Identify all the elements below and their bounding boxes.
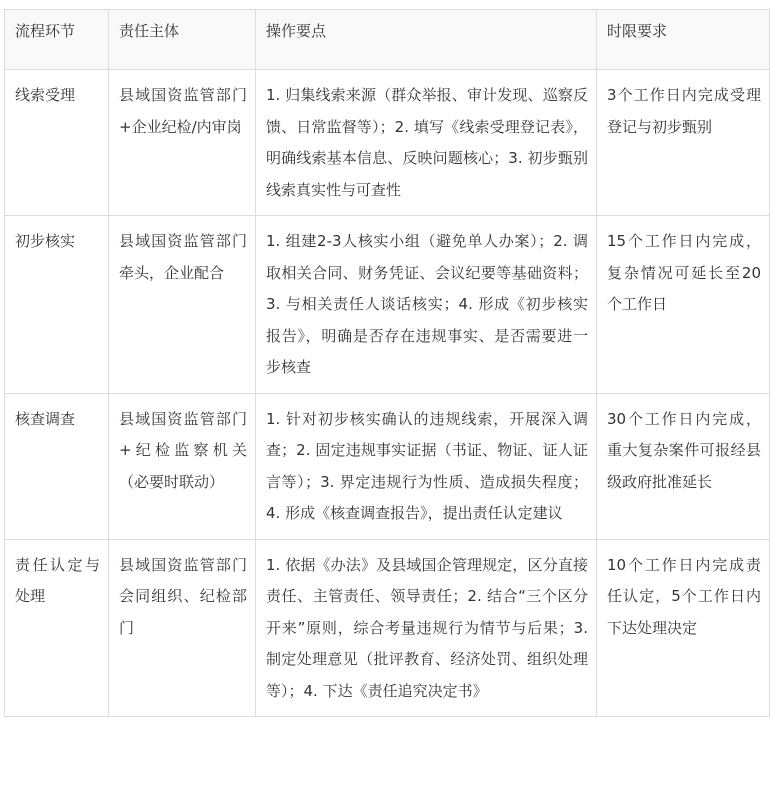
header-cell-time-limit: 时限要求 xyxy=(597,10,770,70)
table-row xyxy=(5,393,770,539)
stage-cell: 线索受理 xyxy=(5,70,109,216)
responsible-cell: 县域国资监管部门+纪检监察机关（必要时联动） xyxy=(109,393,256,539)
operations-cell: 1. 组建2-3人核实小组（避免单人办案）；2. 调取相关合同、财务凭证、会议纪要等基础资料；3. 与相关责任人谈话核实；4. 形成《初步核实报告》，明确是否存在违规事实、是否需要进一步核查 xyxy=(256,216,597,394)
table-row xyxy=(5,70,770,216)
header-cell-responsible: 责任主体 xyxy=(109,10,256,70)
time-limit-cell: 30个工作日内完成，重大复杂案件可报经县级政府批准延长 xyxy=(597,393,770,539)
header-cell-operations: 操作要点 xyxy=(256,10,597,70)
stage-cell: 初步核实 xyxy=(5,216,109,394)
responsible-cell: 县域国资监管部门会同组织、纪检部门 xyxy=(109,539,256,717)
responsible-cell: 县域国资监管部门+企业纪检/内审岗 xyxy=(109,70,256,216)
table-row xyxy=(5,216,770,394)
process-table xyxy=(4,9,770,717)
time-limit-cell: 10个工作日内完成责任认定，5个工作日内下达处理决定 xyxy=(597,539,770,717)
operations-cell: 1. 依据《办法》及县域国企管理规定，区分直接责任、主管责任、领导责任；2. 结合“三个区分开来”原则，综合考量违规行为情节与后果；3. 制定处理意见（批评教育、经济处罚、组织处理等）；4. 下达《责任追究决定书》 xyxy=(256,539,597,717)
stage-cell: 责任认定与处理 xyxy=(5,539,109,717)
header-cell-stage: 流程环节 xyxy=(5,10,109,70)
table-row xyxy=(5,539,770,717)
time-limit-cell: 15个工作日内完成，复杂情况可延长至20个工作日 xyxy=(597,216,770,394)
time-limit-cell: 3个工作日内完成受理登记与初步甄别 xyxy=(597,70,770,216)
operations-cell: 1. 归集线索来源（群众举报、审计发现、巡察反馈、日常监督等）；2. 填写《线索受理登记表》，明确线索基本信息、反映问题核心；3. 初步甄别线索真实性与可查性 xyxy=(256,70,597,216)
operations-cell: 1. 针对初步核实确认的违规线索，开展深入调查；2. 固定违规事实证据（书证、物证、证人证言等）；3. 界定违规行为性质、造成损失程度；4. 形成《核查调查报告》，提出责任认定建议 xyxy=(256,393,597,539)
table-header-row xyxy=(5,10,770,70)
responsible-cell: 县域国资监管部门牵头，企业配合 xyxy=(109,216,256,394)
stage-cell: 核查调查 xyxy=(5,393,109,539)
